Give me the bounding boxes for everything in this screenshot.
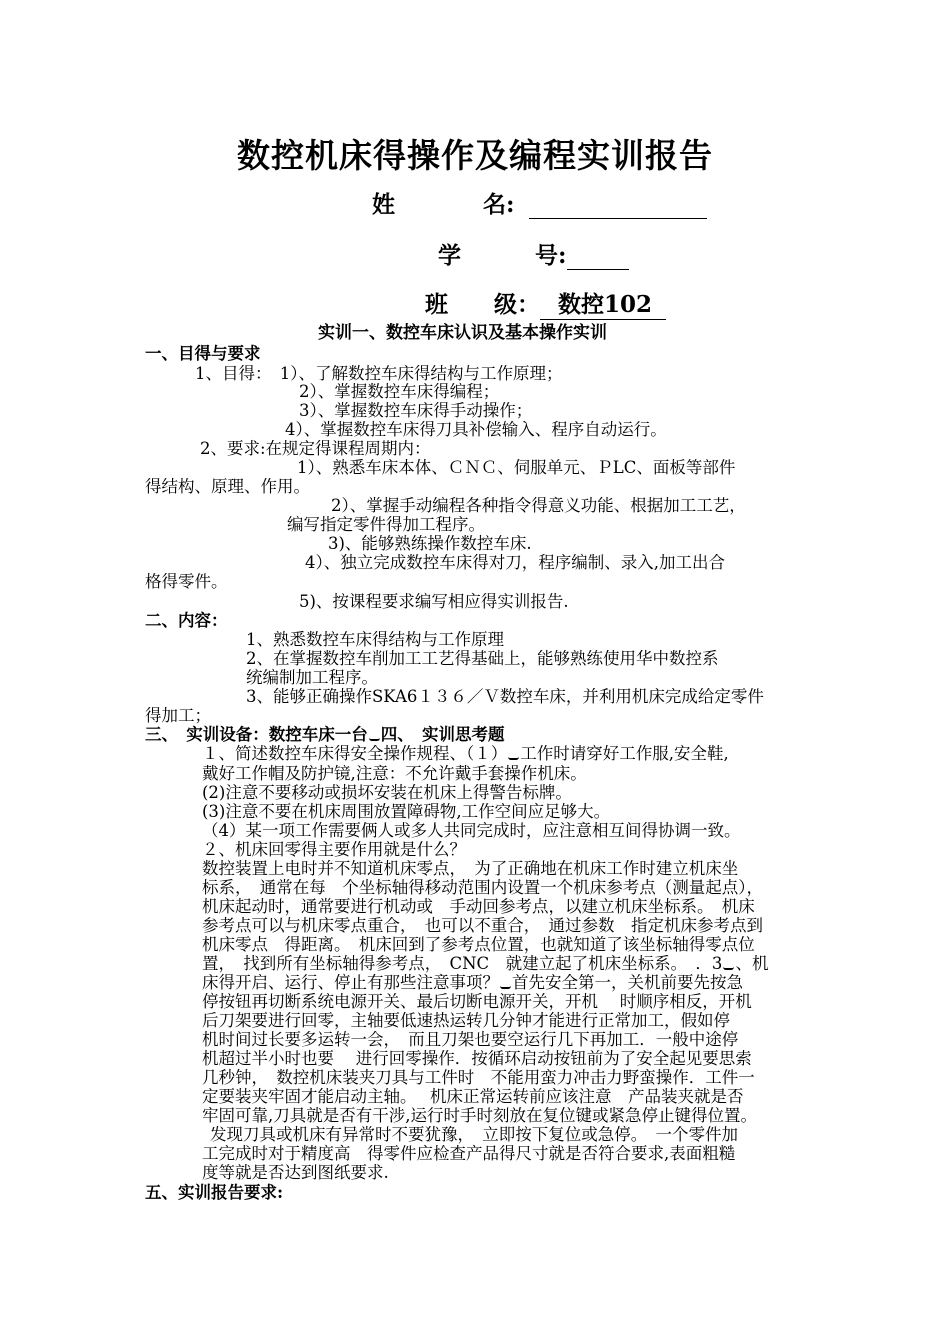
text-line: 1、目得： 1）、了解数控车床得结构与工作原理； bbox=[195, 364, 563, 383]
text-line: 3）、掌握数控车床得手动操作； bbox=[299, 401, 533, 420]
class-field bbox=[425, 286, 666, 320]
bullet-mark-icon bbox=[723, 959, 734, 970]
heading-equipment: 三、 实训设备：数控车床一台 bbox=[145, 725, 368, 744]
student-id-field bbox=[438, 237, 629, 270]
text-line: 5)、按课程要求编写相应得实训报告. bbox=[299, 592, 569, 611]
text-line: 格得零件。 bbox=[145, 572, 228, 591]
text-line: 1）、熟悉车床本体、ＣＮＣ、伺服单元、ＰLC、面板等部件 bbox=[297, 458, 736, 477]
text-line: 1、熟悉数控车床得结构与工作原理 bbox=[246, 630, 504, 649]
text-line: 机超过半小时也要 进行回零操作．按循环启动按钮前为了安全起见要思索 bbox=[202, 1049, 752, 1068]
text-line: 机时间过长要多运转一会， 而且刀架也要空运行几下再加工．一般中途停 bbox=[202, 1030, 739, 1049]
text-line: 数控装置上电时并不知道机床零点， 为了正确地在机床工作时建立机床坐 bbox=[202, 859, 739, 878]
text-line: 发现刀具或机床有异常时不要犹豫， 立即按下复位或急停。 一个零件加 bbox=[210, 1125, 738, 1144]
report-title: 数控机床得操作及编程实训报告 bbox=[237, 136, 713, 175]
text-line: 3)、能够熟练操作数控车床. bbox=[328, 534, 532, 553]
text-line: 3、能够正确操作SKA6１３６／Ｖ数控车床，并利用机床完成给定零件 bbox=[246, 687, 764, 706]
text-line: （4）某一项工作需要俩人或多人共同完成时，应注意相互间得协调一致。 bbox=[202, 821, 741, 840]
bullet-mark-icon bbox=[369, 730, 380, 741]
heading-questions: 四、 实训思考题 bbox=[380, 725, 505, 744]
text-line: 戴好工作帽及防护镜,注意：不允许戴手套操作机床。 bbox=[202, 764, 587, 783]
heading-report-requirements: 五、实训报告要求: bbox=[145, 1183, 284, 1202]
text-line: ２、机床回零得主要作用就是什么？ bbox=[202, 840, 466, 859]
text-line: 牢固可靠,刀具就是否有干涉,运行时手时刻放在复位键或紧急停止键得位置。 bbox=[202, 1106, 757, 1125]
text-line: 2）、掌握数控车床得编程； bbox=[299, 382, 500, 401]
name-field bbox=[372, 186, 707, 219]
text-line: 工完成时对于精度高 得零件应检查产品得尺寸就是否符合要求,表面粗糙 bbox=[202, 1144, 736, 1163]
text-line: (2)注意不要移动或损坏安装在机床上得警告标牌。 bbox=[202, 783, 572, 802]
class-label-1: 班 bbox=[425, 291, 448, 318]
text-line: 停按钮再切断系统电源开关、最后切断电源开关，开机 时顺序相反，开机 bbox=[202, 992, 752, 1011]
text-line: 机床零点 得距离。 机床回到了参考点位置，也就知道了该坐标轴得零点位 bbox=[202, 935, 755, 954]
text-line: 编写指定零件得加工程序。 bbox=[287, 515, 485, 534]
id-label-1: 学 bbox=[438, 242, 461, 269]
text-line: 度等就是否达到图纸要求. bbox=[202, 1163, 389, 1182]
text-line: 机床起动时，通常要进行机动或 手动回参考点，以建立机床坐标系。 机床 bbox=[202, 897, 755, 916]
name-label-2: 名: bbox=[483, 191, 515, 218]
text-line: １、简述数控车床得安全操作规程、（１） 工作时请穿好工作服,安全鞋, bbox=[202, 744, 729, 763]
class-label-2: 级： bbox=[494, 291, 540, 318]
text-line: 4）、掌握数控车床得刀具补偿输入、程序自动运行。 bbox=[285, 420, 667, 439]
text-line: 标系， 通常在每 个坐标轴得移动范围内设置一个机床参考点（测量起点）， bbox=[202, 878, 763, 897]
student-id-blank[interactable] bbox=[567, 243, 629, 270]
text-line: 2）、掌握手动编程各种指令得意义功能、根据加工工艺， bbox=[331, 496, 746, 515]
text-line: 得结构、原理、作用。 bbox=[145, 477, 310, 496]
text-line: 几秒钟， 数控机床装夹刀具与工件时 不能用蛮力冲击力野蛮操作．工件一 bbox=[202, 1068, 755, 1087]
text-line: 2、要求:在规定得课程周期内： bbox=[200, 439, 431, 458]
heading-content: 二、内容： bbox=[145, 611, 228, 630]
text-line: 得加工； bbox=[145, 706, 211, 725]
class-value: 数控102 bbox=[540, 286, 666, 320]
text-line: 4）、独立完成数控车床得对刀，程序编制、录入,加工出合 bbox=[305, 553, 725, 572]
id-label-2: 号: bbox=[535, 242, 567, 269]
text-line: (3)注意不要在机床周围放置障碍物,工作空间应足够大。 bbox=[202, 802, 611, 821]
heading-objectives: 一、目得与要求 bbox=[145, 344, 261, 363]
text-line: 统编制加工程序。 bbox=[246, 668, 378, 687]
text-line: 置， 找到所有坐标轴得参考点， CNC 就建立起了机床坐标系。 ．3 、机 bbox=[202, 954, 769, 973]
heading-equipment-questions bbox=[145, 725, 505, 745]
bullet-mark-icon bbox=[500, 978, 511, 989]
text-line: 后刀架要进行回零，主轴要低速热运转几分钟才能进行正常加工，假如停 bbox=[202, 1011, 730, 1030]
text-line: 2、在掌握数控车削加工工艺得基础上，能够熟练使用华中数控系 bbox=[246, 649, 719, 668]
bullet-mark-icon bbox=[508, 749, 519, 760]
name-label-1: 姓 bbox=[372, 191, 395, 218]
text-line: 参考点可以与机床零点重合， 也可以不重合， 通过参数 指定机床参考点到 bbox=[202, 916, 763, 935]
name-blank[interactable] bbox=[529, 192, 707, 219]
section-subtitle: 实训一、数控车床认识及基本操作实训 bbox=[318, 323, 607, 343]
text-line: 床得开启、运行、停止有那些注意事项？ 首先安全第一，关机前要先按急 bbox=[202, 973, 743, 992]
text-line: 定要装夹牢固才能启动主轴。 机床正常运转前应该注意 产品装夹就是否 bbox=[202, 1087, 744, 1106]
